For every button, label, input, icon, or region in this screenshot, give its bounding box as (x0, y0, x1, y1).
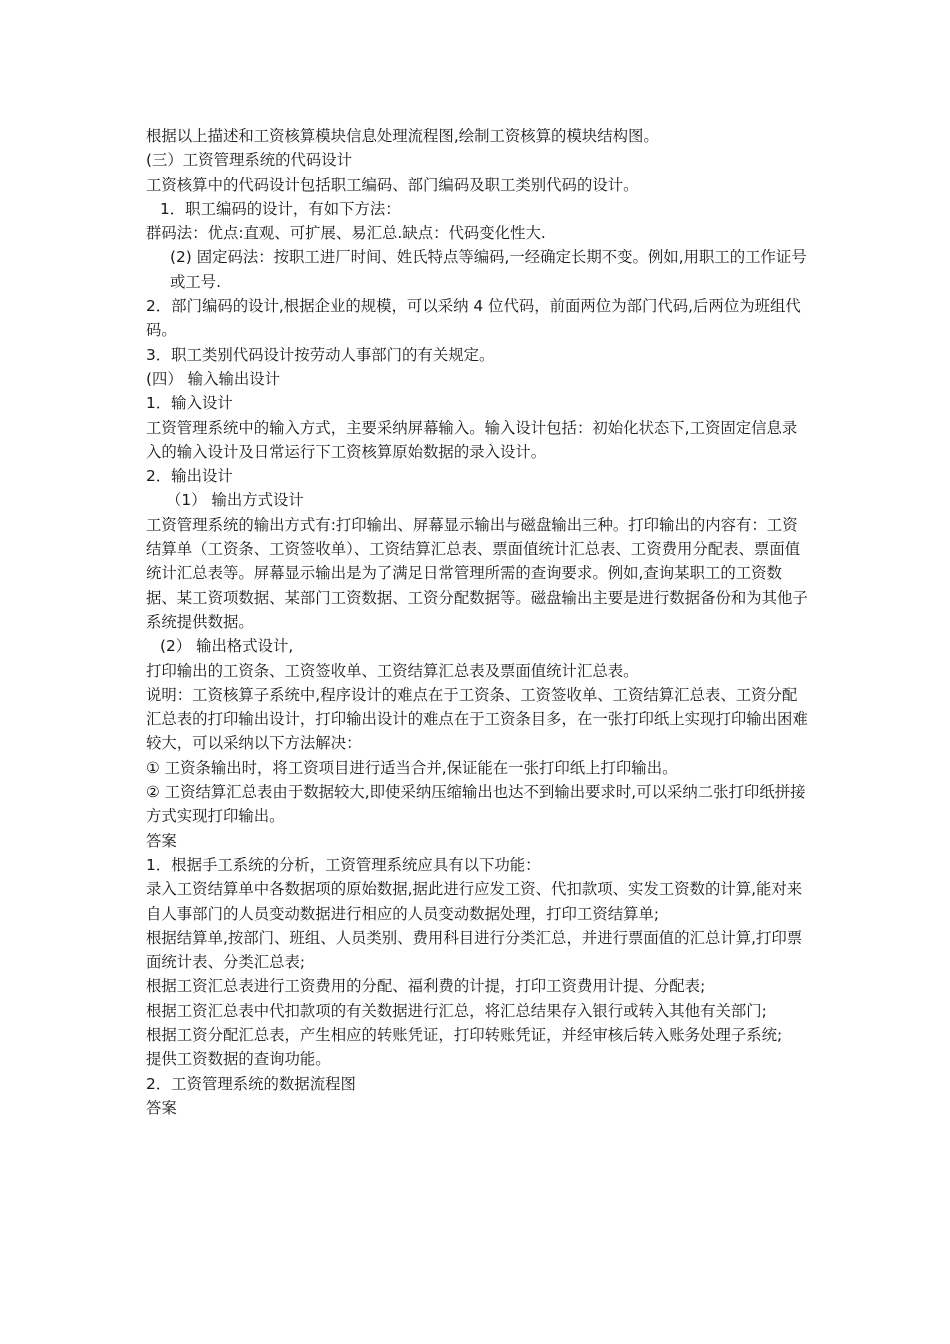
paragraph-group-code-method: 群码法：优点:直观、可扩展、易汇总.缺点：代码变化性大. (146, 224, 546, 243)
paragraph-function-summary: 根据结算单,按部门、班组、人员类别、费用科目进行分类汇总，并进行票面值的汇总计算,打印票面统计表、分类汇总表; (146, 928, 803, 972)
list-item-employee-code: 1．职工编码的设计，有如下方法： (160, 199, 401, 218)
paragraph-output-method: 工资管理系统的输出方式有:打印输出、屏幕显示输出与磁盘输出三种。打印输出的内容有：工资结算单（工资条、工资签收单）、工资结算汇总表、票面值统计汇总表、工资费用分配表、票面值统计汇总表等。屏幕显示输出是为了满足日常管理所需的查询要求。例如,查询某职工的工资数据、某工资项数据、某部门工资数据、工资分配数据等。磁盘输出主要是进行数据备份和为其他子系统提供数据。 (146, 515, 808, 631)
list-item-solution-1: ① 工资条输出时，将工资项目进行适当合并,保证能在一张打印纸上打印输出。 (146, 758, 678, 777)
subheading-output-method: （1） 输出方式设计 (166, 491, 304, 510)
paragraph-function-voucher: 根据工资分配汇总表，产生相应的转账凭证，打印转账凭证，并经审核后转入账务处理子系统; (146, 1025, 783, 1044)
list-item-data-flow: 2．工资管理系统的数据流程图 (146, 1074, 356, 1093)
section-heading-io-design: (四） 输入输出设计 (146, 369, 281, 388)
list-item-department-code: 2．部门编码的设计,根据企业的规模，可以采纳 4 位代码，前面两位为部门代码,后两位为班组代码。 (146, 297, 801, 340)
paragraph-function-query: 提供工资数据的查询功能。 (146, 1050, 331, 1069)
paragraph-function-allocation: 根据工资汇总表进行工资费用的分配、福利费的计提，打印工资费用计提、分配表; (146, 977, 706, 996)
subheading-output-format: (2） 输出格式设计, (160, 637, 294, 656)
subheading-input-design: 1．输入设计 (146, 394, 233, 413)
paragraph-function-deduction: 根据工资汇总表中代扣款项的有关数据进行汇总，将汇总结果存入银行或转入其他有关部门; (146, 1001, 767, 1020)
subheading-output-design: 2．输出设计 (146, 467, 233, 486)
paragraph-function-input: 录入工资结算单中各数据项的原始数据,据此进行应发工资、代扣款项、实发工资数的计算,能对来自人事部门的人员变动数据进行相应的人员变动数据处理，打印工资结算单; (146, 880, 803, 923)
paragraph-output-format: 打印输出的工资条、工资签收单、工资结算汇总表及票面值统计汇总表。 (146, 661, 639, 680)
document-body (146, 124, 810, 1120)
answer-heading-final: 答案 (146, 1098, 177, 1117)
paragraph-explanation: 说明：工资核算子系统中,程序设计的难点在于工资条、工资签收单、工资结算汇总表、工资分配汇总表的打印输出设计，打印输出设计的难点在于工资条目多，在一张打印纸上实现打印输出困难较大，可以采纳以下方法解决： (146, 685, 808, 753)
answer-heading: 答案 (146, 831, 177, 850)
list-item-solution-2: ② 工资结算汇总表由于数据较大,即使采纳压缩输出也达不到输出要求时,可以采纳二张打印纸拼接方式实现打印输出。 (146, 783, 806, 826)
list-item-functions: 1．根据手工系统的分析，工资管理系统应具有以下功能： (146, 855, 541, 874)
paragraph-intro: 根据以上描述和工资核算模块信息处理流程图,绘制工资核算的模块结构图。 (146, 127, 659, 145)
list-item-category-code: 3．职工类别代码设计按劳动人事部门的有关规定。 (146, 345, 495, 364)
paragraph-fixed-code-method: (2) 固定码法：按职工进厂时间、姓氏特点等编码,一经确定长期不变。例如,用职工的工作证号或工号. (170, 248, 807, 291)
section-heading-code-design: (三）工资管理系统的代码设计 (146, 151, 353, 170)
paragraph-input-design: 工资管理系统中的输入方式，主要采纳屏幕输入。输入设计包括：初始化状态下,工资固定信息录入的输入设计及日常运行下工资核算原始数据的录入设计。 (146, 418, 798, 461)
paragraph-code-design-overview: 工资核算中的代码设计包括职工编码、部门编码及职工类别代码的设计。 (146, 175, 639, 194)
